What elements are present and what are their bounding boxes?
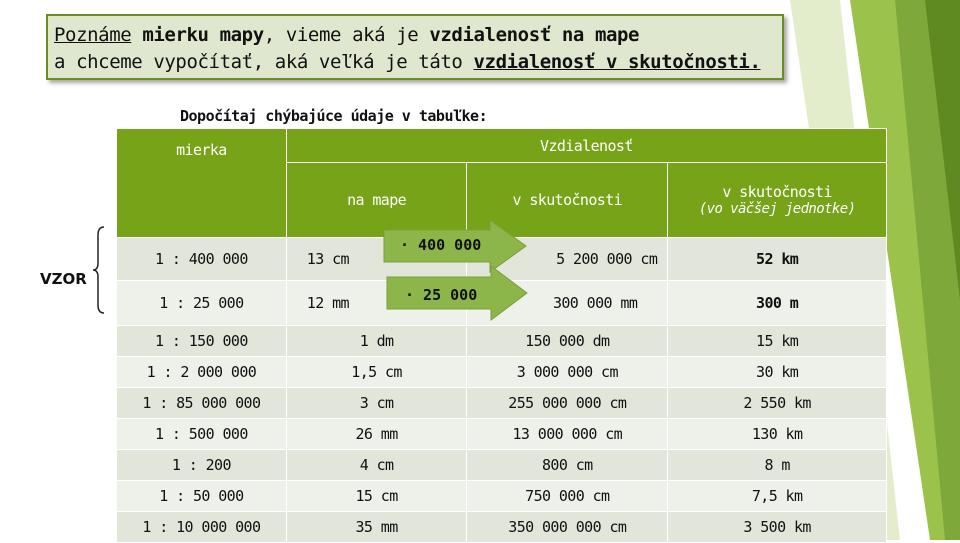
cell-skutocnost-big: 52 km	[668, 238, 887, 281]
table-row	[117, 450, 887, 481]
cell-na-mape: 12 mm	[286, 281, 467, 326]
cell-mierka: 1 : 500 000	[117, 419, 287, 450]
cell-mierka: 1 : 50 000	[117, 481, 287, 512]
cell-skutocnost: 350 000 000 cm	[467, 512, 668, 543]
table-row	[117, 512, 887, 543]
table-row	[117, 481, 887, 512]
vzor-label: VZOR	[40, 270, 87, 288]
cell-skutocnost-big: 8 m	[668, 450, 887, 481]
distance-table	[116, 128, 887, 543]
cell-na-mape: 15 cm	[286, 481, 467, 512]
header-unit-note: (vo väčšej jednotke)	[698, 201, 856, 218]
cell-mierka: 1 : 400 000	[117, 238, 287, 281]
cell-skutocnost: 300 000 mm	[467, 281, 668, 326]
instruction-text: Dopočítaj chýbajúce údaje v tabuľke:	[180, 107, 488, 125]
cell-skutocnost: 750 000 cm	[467, 481, 668, 512]
table-row	[117, 419, 887, 450]
cell-na-mape: 26 mm	[286, 419, 467, 450]
headline-text-2: a chceme vypočítať, aká veľká je táto	[54, 51, 463, 73]
cell-skutocnost-big: 15 km	[668, 326, 887, 357]
headline-bold-vzdialenost: vzdialenosť na mape	[429, 24, 640, 46]
cell-skutocnost-big: 3 500 km	[668, 512, 887, 543]
cell-skutocnost-big: 7,5 km	[668, 481, 887, 512]
cell-mierka: 1 : 25 000	[117, 281, 287, 326]
cell-skutocnost: 150 000 dm	[467, 326, 668, 357]
cell-na-mape: 35 mm	[286, 512, 467, 543]
cell-mierka: 1 : 150 000	[117, 326, 287, 357]
cell-na-mape: 4 cm	[286, 450, 467, 481]
header-vzdialenost: Vzdialenosť	[286, 129, 886, 163]
cell-mierka: 1 : 200	[117, 450, 287, 481]
header-v-skutocnosti-vacsia-label: v skutočnosti	[722, 183, 832, 202]
table-row	[117, 388, 887, 419]
cell-skutocnost: 3 000 000 cm	[467, 357, 668, 388]
header-na-mape: na mape	[286, 163, 467, 238]
headline-line-1	[54, 22, 782, 49]
table-row	[117, 326, 887, 357]
header-v-skutocnosti: v skutočnosti	[467, 163, 668, 238]
cell-mierka: 1 : 10 000 000	[117, 512, 287, 543]
arrow-label-1: · 400 000	[400, 236, 482, 254]
headline-text-1: , vieme aká je	[263, 24, 419, 46]
arrow-label-2: · 25 000	[405, 286, 478, 304]
cell-skutocnost-big: 30 km	[668, 357, 887, 388]
table-row	[117, 357, 887, 388]
cell-na-mape: 1,5 cm	[286, 357, 467, 388]
cell-skutocnost-big: 300 m	[668, 281, 887, 326]
cell-skutocnost: 13 000 000 cm	[467, 419, 668, 450]
headline-word-poznme: Poznáme	[54, 24, 132, 46]
headline-box	[46, 14, 784, 80]
header-v-skutocnosti-vacsia	[668, 163, 887, 238]
cell-mierka: 1 : 85 000 000	[117, 388, 287, 419]
cell-mierka: 1 : 2 000 000	[117, 357, 287, 388]
cell-na-mape: 3 cm	[286, 388, 467, 419]
cell-skutocnost-big: 2 550 km	[668, 388, 887, 419]
header-mierka: mierka	[117, 129, 287, 238]
cell-skutocnost: 5 200 000 cm	[467, 238, 668, 281]
headline-line-2	[54, 49, 782, 76]
brace-icon	[92, 225, 106, 315]
headline-bold-skutocnost: vzdialenosť v skutočnosti.	[473, 51, 761, 73]
cell-skutocnost: 800 cm	[467, 450, 668, 481]
cell-na-mape: 1 dm	[286, 326, 467, 357]
cell-skutocnost: 255 000 000 cm	[467, 388, 668, 419]
cell-na-mape: 13 cm	[286, 238, 467, 281]
cell-skutocnost-big: 130 km	[668, 419, 887, 450]
headline-bold-mierka: mierku mapy	[142, 24, 264, 46]
